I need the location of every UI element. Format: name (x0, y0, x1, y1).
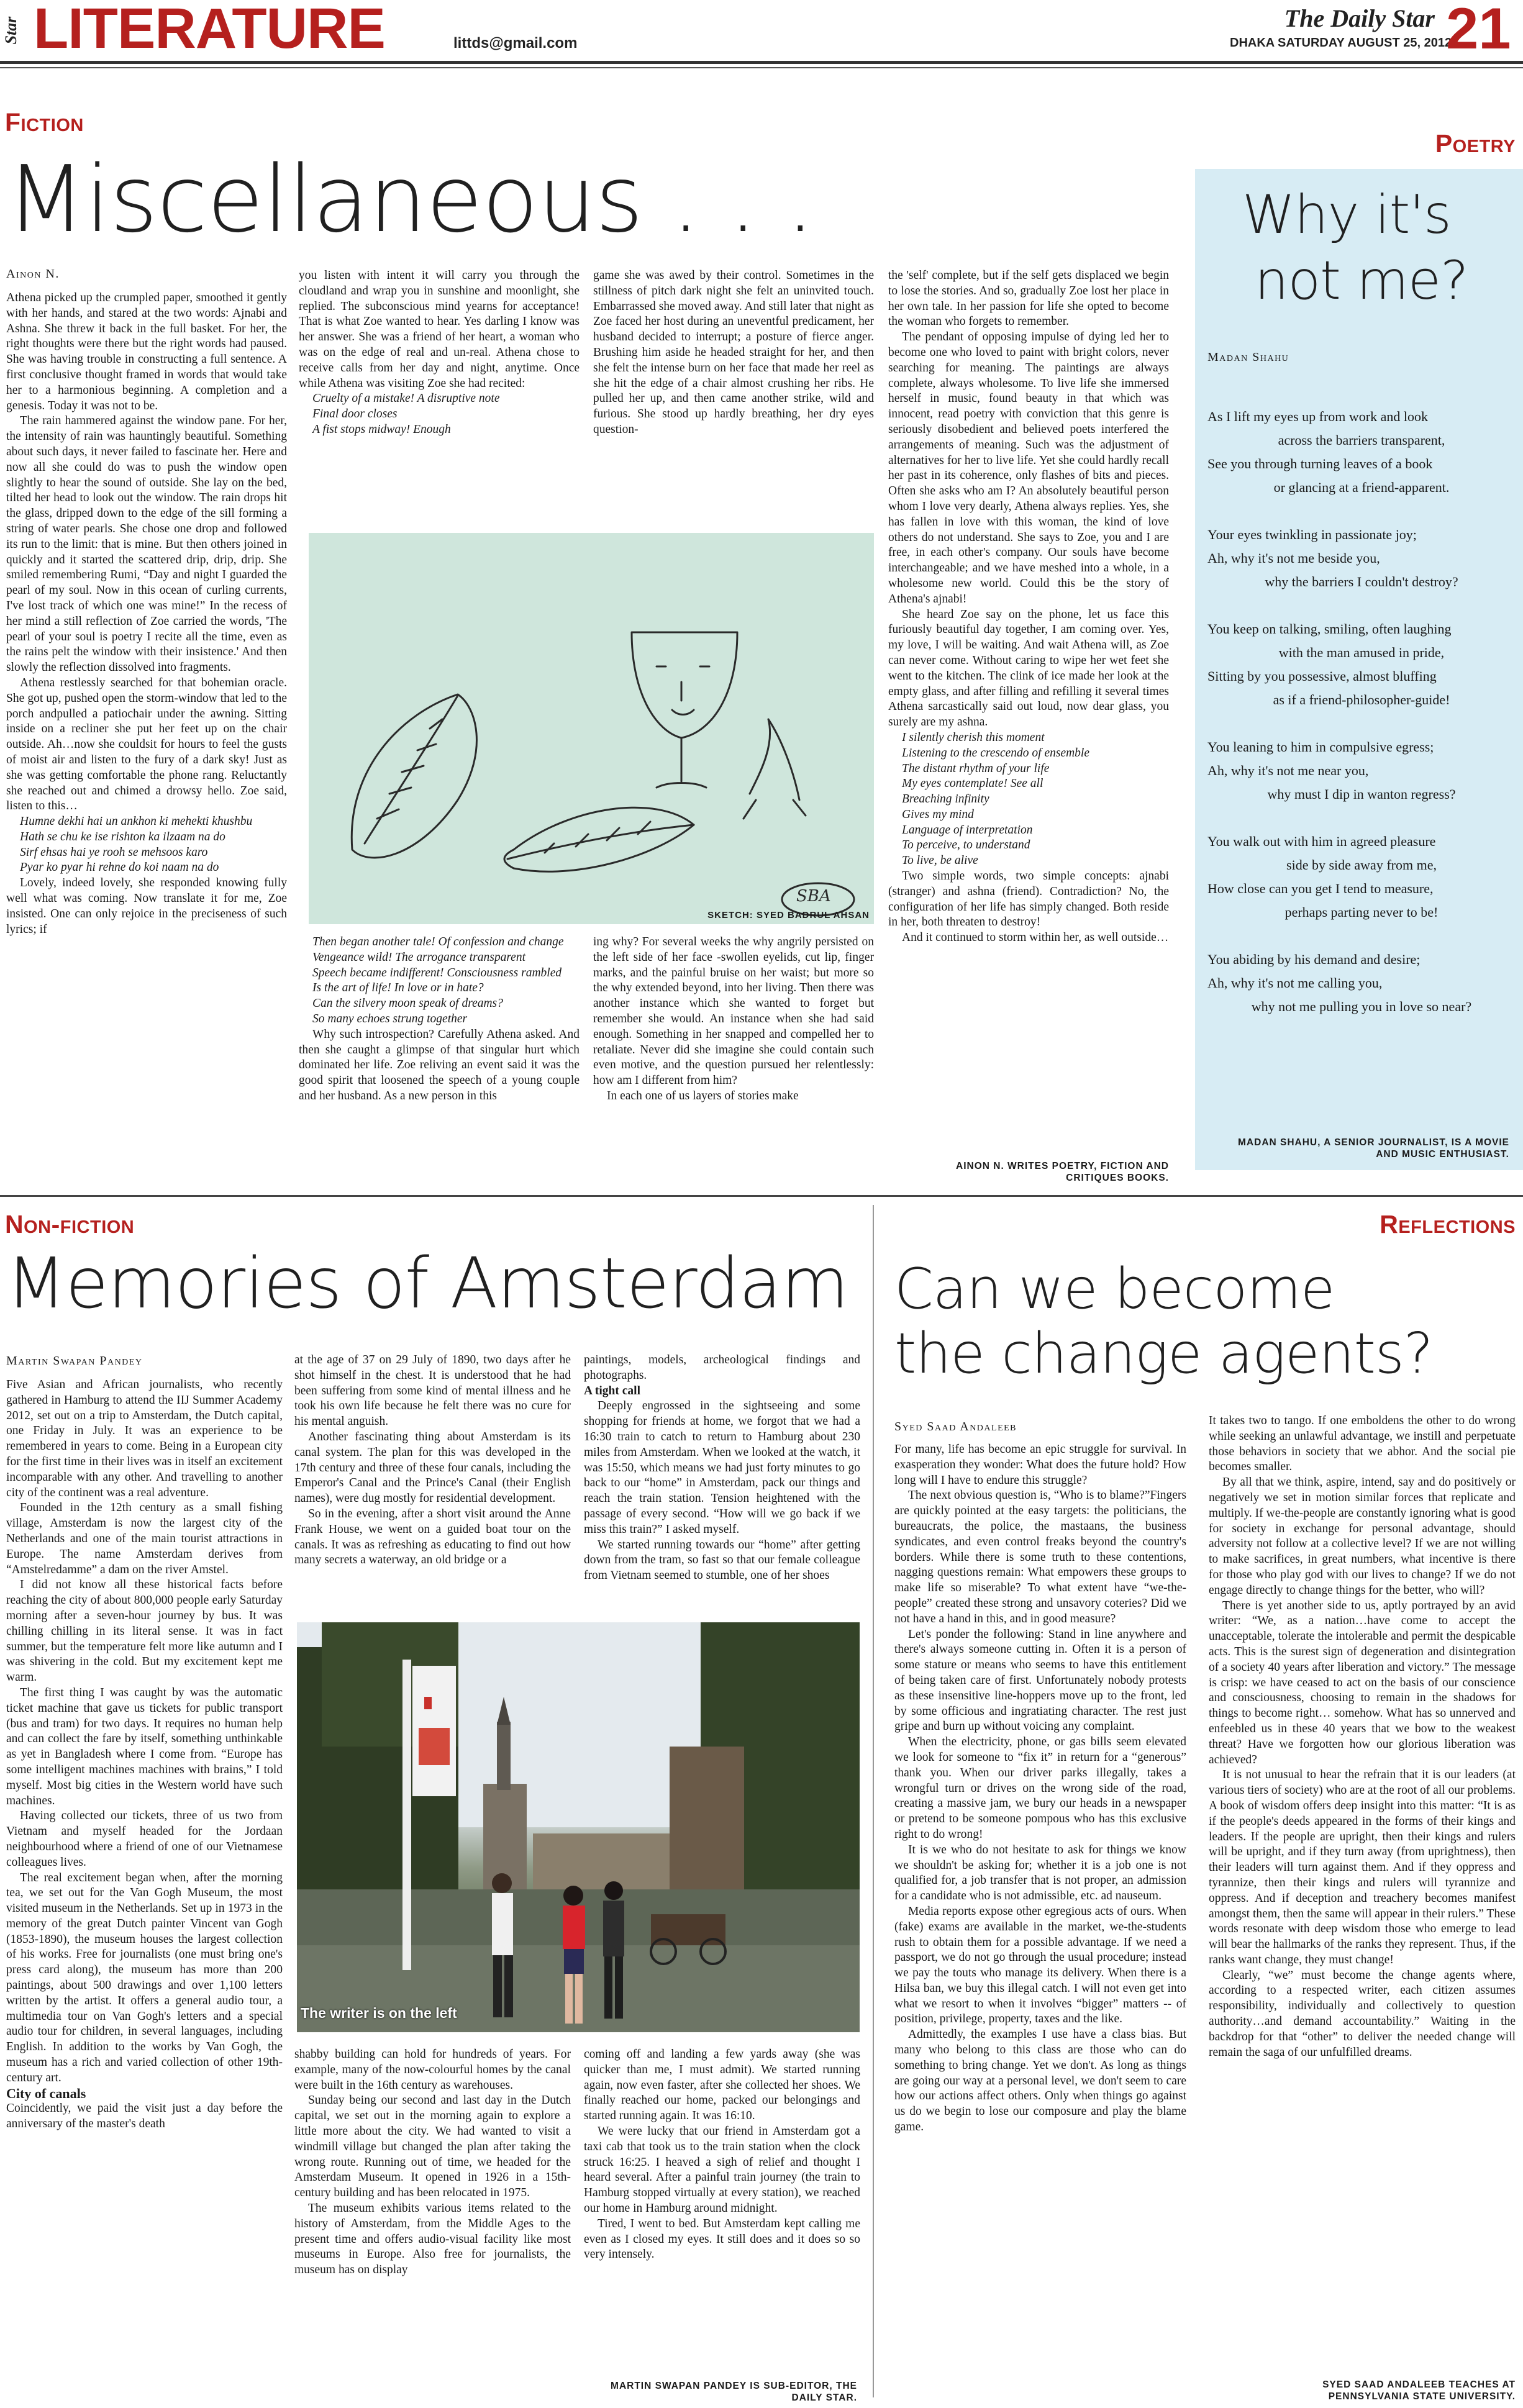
paragraph: shabby building can hold for hundreds of years. For example, many of the now-colourful homes by the canal were built in the 16th century as warehouses. (294, 2048, 571, 2092)
verse-line: My eyes contemplate! See all (902, 777, 1043, 791)
verse-line: Gives my mind (902, 807, 974, 821)
verse-line: To live, be alive (902, 854, 978, 868)
fiction-column-2-bottom (299, 935, 580, 1183)
paragraph: Admittedly, the examples I use have a class bias. But many who belong to this class are those who can do something to bring change. Yet we don't. As long as things are going our way at a personal level, we don't seem to care how our actions affect others. Only when things go against us do we begin to lose our composure and play the blame game. (894, 2028, 1186, 2134)
paragraph: Athena restlessly searched for that bohemian oracle. She got up, pushed open the storm-window that led to the porch andpulled a patiochair under the awning. Sitting inside on a recliner she put her feet up on the chair outside. Ah…now she couldsit for hours to feel the gusts of moist air and listen to the fury of a dark sky! Just as she was getting comfortable the phone rang. Reluctantly she reached out and chimed a drowsy hello. Zoe said, listen to this… (6, 676, 287, 813)
poem-line: perhaps parting never to be! (1284, 904, 1439, 920)
poem-line: You abiding by his demand and desire; (1207, 952, 1421, 967)
poetry-byline: Madan Shahu (1207, 350, 1289, 364)
verse-line: Listening to the crescendo of ensemble (902, 746, 1090, 760)
verse-line: Language of interpretation (902, 823, 1033, 837)
verse-line: Then began another tale! Of confession and change (312, 935, 564, 948)
fiction-credit: AINON N. WRITES POETRY, FICTION AND CRITIQUES BOOKS. (956, 1161, 1169, 1183)
fiction-column-1 (6, 291, 287, 1179)
poetry-title-line1: Why it's (1242, 184, 1451, 246)
verse-line: Cruelty of a mistake! A disruptive note (312, 392, 500, 406)
fiction-column-3-bottom (593, 935, 874, 1183)
sketch-signature: SBA (796, 887, 831, 906)
nonfiction-label: Non-fiction (5, 1210, 135, 1238)
paragraph: When the electricity, phone, or gas bills seem elevated we look for someone to “fix it” in return for a “generous” thank you. When our driver parks illegally, takes a wrongful turn or drives on the wrong side of the road, creating a massive jam, we bury our heads in a newspaper or pretend to be someone pompous who has this exclusive right to do wrong! (894, 1735, 1186, 1841)
paragraph: at the age of 37 on 29 July of 1890, two days after he shot himself in the chest. It is understood that he had been suffering from some kind of mental illness and he took his own life because he felt there was no cure for his mental anguish. (294, 1353, 571, 1429)
header-rule-thin (0, 67, 1523, 68)
verse-line: Breaching infinity (902, 793, 989, 806)
paragraph: So in the evening, after a short visit around the Anne Frank House, we went on a guided boat tour on the canals. It was as refreshing as educating to find out how many secrets a waterway, an old bridge or a (294, 1507, 571, 1567)
fiction-column-3-top (593, 268, 874, 511)
nonfiction-column-1 (6, 1378, 283, 2402)
paragraph: the 'self' complete, but if the self gets displaced we begin to lose the stories. And so, gradually Zoe lost her place in her own tale. In her passion for life she opted to become the woman who forgets to remember. (888, 269, 1169, 329)
reflections-byline: Syed Saad Andaleeb (894, 1420, 1017, 1433)
poem-line: Ah, why it's not me near you, (1207, 763, 1369, 778)
paragraph: And it continued to storm within her, as well outside… (902, 931, 1169, 945)
amsterdam-photo (297, 1622, 860, 2032)
sketch-credit: SKETCH: SYED BADRUL AHSAN (707, 910, 870, 920)
verse-line: Speech became indifferent! Consciousness rambled (312, 966, 562, 979)
nonfiction-byline: Martin Swapan Pandey (6, 1354, 143, 1368)
photo-caption: The writer is on the left (301, 2005, 457, 2021)
header-rule (0, 61, 1523, 64)
paragraph: Clearly, “we” must become the change agents where, according to a respected writer, each citizen assumes responsibility, individually and collectively to question authority…and demand accountability.” Waiting in the backdrop for that “other” to deliver the needed change will remain the saga of our unfulfilled dreams. (1209, 1968, 1516, 2059)
nonfiction-title: Memories of Amsterdam (6, 1243, 848, 1324)
poem-line: why the barriers I couldn't destroy? (1265, 574, 1458, 589)
sketch-illustration (309, 533, 874, 924)
section-title: LITERATURE (34, 0, 385, 60)
subheading: City of canals (6, 2085, 86, 2101)
fiction-label: Fiction (5, 108, 84, 137)
sketch-drawing (309, 533, 874, 924)
poem-line: why must I dip in wanton regress? (1267, 786, 1456, 802)
paragraph: The pendant of opposing impulse of dying led her to become one who loved to paint with bright colors, never searching for meaning. The paintings are always complete, always wholesome. To live life she immersed herself in music, found beauty in that which was innocent, read poetry with conviction that this genre is seriously disobedient and believed poets interfered the arrangements of meaning. Such was the adjustment of alternatives for her to live life. Yet she could hardly recall her past in its coherence, only flashes of bits and pieces. Often she asks who am I? An absolutely beautiful person whom I love very dearly, Athena always replies. Yes, she has fallen in love with this woman, the kind of love others do not understand. She says to Zoe, you and I are free, in each other's company. Our souls have become interchangeable; and we have meshed into a whole, in a wholesome new world. Could this be the story of Athena's ajnabi! (888, 330, 1169, 606)
verse-line: Humne dekhi hai un ankhon ki mehekti khushbu (20, 815, 253, 829)
reflections-column-2 (1209, 1414, 1516, 2358)
stanza (1207, 830, 1516, 924)
poem-line: How close can you get I tend to measure, (1207, 881, 1434, 896)
section-divider (0, 1195, 1523, 1197)
fiction-column-4 (888, 268, 1169, 1150)
poem-line: See you through turning leaves of a book (1207, 456, 1433, 471)
reflections-title-line1: Can we become (894, 1256, 1335, 1322)
poem-line: You keep on talking, smiling, often laughing (1207, 621, 1452, 637)
reflections-credit: SYED SAAD ANDALEEB TEACHES AT PENNSYLVANIA STATE UNIVERSITY. (1322, 2379, 1516, 2402)
paragraph: For many, life has become an epic struggle for survival. In exasperation they wonder: What does the future hold? How long will I have to endure this struggle? (894, 1443, 1186, 1487)
fiction-title: Miscellaneous . . . (6, 146, 814, 253)
paragraph: Sunday being our second and last day in the Dutch capital, we set out in the morning again to explore a little more about the city. We had wanted to visit a windmill village but changed the plan after taking the wrong route. Running out of time, we headed for the Amsterdam Museum. It opened in 1926 in a 15th-century building and has been relocated in 1975. (294, 2094, 571, 2200)
paragraph: Athena picked up the crumpled paper, smoothed it gently with her hands, and stared at the two words: Ajnabi and Ashna. She threw it back in the full basket. For her, the right thoughts were there but the right words had paused. She was having trouble in constructing a full sentence. A first conclusive thought framed in words that would take her to a harmonious beginning. A completion and a genesis. Today it was not to be. (6, 291, 287, 412)
verse-line: So many echoes strung together (312, 1012, 468, 1025)
poem-line: side by side away from me, (1286, 857, 1437, 873)
poem-line: across the barriers transparent, (1278, 432, 1445, 448)
paragraph: The first thing I was caught by was the automatic ticket machine that gave us tickets for public transport (bus and tram) for two days. It requires no human help and can collect the fare by itself, something unthinkable as yet in Bangladesh where I come from. “Europe has some intelligent machines machines with brains,” I told myself. Most big cities in the Western world have such machines. (6, 1686, 283, 1807)
paragraph: Media reports expose other egregious acts of ours. When (fake) exams are available in the market, we-the-students rush to obtain them for a possible advantage. If we need a passport, we do not go through the usual procedure; instead we pay the touts who manage its delivery. When there is a Hilsa ban, we buy this illegal catch. I will not even get into what we resort to when it involves “bigger” matters -- of position, privilege, property, taxes and the like. (894, 1904, 1186, 2026)
paragraph: Deeply engrossed in the sightseeing and some shopping for friends at home, we forgot that we had a 16:30 train to catch to return to Hamburg about 230 miles from Amsterdam. When we looked at the watch, it was 15:50, which means we had just forty minutes to go back to our “home” in Amsterdam, pack our things and reach the train station. Tension heightened with the passage of every second. “How will we go back if we miss this train?” I asked myself. (584, 1399, 860, 1536)
daily-star-logo-vertical (2, 4, 19, 56)
paragraph: Founded in the 12th century as a small fishing village, Amsterdam is now the largest city of the Netherlands and one of the main tourist attractions in Europe. The name Amsterdam derives from “Amstelredamme” a dam on the river Amstel. (6, 1501, 283, 1576)
paragraph: She heard Zoe say on the phone, let us face this furiously beautiful day together, I am coming over. Yes, my love, I will be waiting. And wait Athena will, as Zoe can never come. Without caring to wipe her wet feet she went to the kitchen. The clink of ice made her look at the empty glass, and after filling and refilling it several times Athena sarcastically said out loud, now dear glass, you surely are my ashna. (888, 607, 1169, 729)
poem-line: You walk out with him in agreed pleasure (1207, 834, 1436, 849)
paragraph: By all that we think, aspire, intend, say and do positively or negatively we set in motion similar forces that replicate and multiply. If we-the-people are constantly ignoring what is good for society in exchange for personal advantage, should adversity not follow at a collective level? If we are not willing to make sacrifices, in great numbers, what incentive is there for those who play god with our lives to change? If we do not engage directly to change things for the better, who will? (1209, 1476, 1516, 1597)
paragraph: It is we who do not hesitate to ask for things we know we shouldn't be asking for; whether it is a job one is not qualified for, a job transfer that is not proper, an admission for a candidate who is not admissible, etc. ad nauseum. (894, 1843, 1186, 1903)
verse-line: A fist stops midway! Enough (312, 422, 451, 436)
verse-line: Pyar ko pyar hi rehne do koi naam na do (20, 861, 219, 875)
paragraph: Let's ponder the following: Stand in line anywhere and there's always someone cutting in. Often it is a person of some stature or means who seems to have this entitlement of being taken care of first. Unfortunately nobody protests as these insensitive line-hoppers move up to the front, led by some officious and ingratiating character. The rest just gripe and burn up without voicing any complaint. (894, 1627, 1186, 1733)
paragraph: The museum exhibits various items related to the history of Amsterdam, from the Middle Ages to the present time and offers audio-visual facility like most museums in Europe. Also free for journalists, the museum has on display (294, 2201, 571, 2277)
nonfiction-column-3-bottom (584, 2047, 860, 2370)
paragraph: paintings, models, archeological findings and photographs. (584, 1353, 860, 1382)
poem-line: You leaning to him in compulsive egress; (1207, 739, 1434, 755)
paragraph: Why such introspection? Carefully Athena asked. And then she caught a glimpse of that singular hurt which dominated her life. Zoe reliving an event said it was the good spirit that loosened the speech of a young couple and her husband. As a new person in this (299, 1027, 580, 1102)
verse-line: Sirf ehsas hai ye rooh se mehsoos karo (20, 845, 208, 859)
star-logo-text: Star (2, 16, 20, 45)
subheading: A tight call (584, 1384, 640, 1397)
paragraph: There is yet another side to us, aptly portrayed by an avid writer: “We, as a nation…have come to accept the unacceptable, tolerate the intolerable and permit the despicable acts. This is the surest sign of degeneration and disintegration of a society 40 years after liberation and victory.” The message is crisp: we have ceased to act on the basis of our conscience and consciousness, choosing to remain in the shadows for things to become right… somehow. What has so unnerved and enfeebled us in these 40 years that we bow to the weakest threat? Have we forgotten how our glorious liberation was achieved? (1209, 1599, 1516, 1766)
stanza (1207, 523, 1516, 594)
stanza (1207, 948, 1516, 1019)
verse-line: Vengeance wild! The arrogance transparent (312, 950, 526, 964)
verse-line: Can the silvery moon speak of dreams? (312, 997, 503, 1011)
reflections-column-1 (894, 1442, 1186, 2405)
poem-line: Ah, why it's not me beside you, (1207, 550, 1380, 566)
poetry-credit: MADAN SHAHU, A SENIOR JOURNALIST, IS A MOVIE AND MUSIC ENTHUSIAST. (1238, 1137, 1509, 1160)
paragraph: The rain hammered against the window pane. For her, the intensity of rain was hauntingly beautiful. Something about such days, it never failed to fascinate her. Here and now all she could do was to push the window open slightly to hear the sound of outside. She lay on the bed, tilted her head to look out the window. The rain drops hit the glass, dripped down to the edge of the sill forming a string of water pearls. She chose one drop and followed its run to the limit: that is mine. But then others joined in quickly and it started the scattered drip, drip, drip. She smiled remembering Rumi, “Day and night I guarded the pearl of my soul. Now in this ocean of curling currents, I've lost track of which one was mine!” In the recess of her mind a still reflection of Zoe carried the words, 'The pearl of your soul is poetry I recite all the time, even as the rains pelt the window with their insistence.' And then slowly the reflection dissolved into fragments. (6, 414, 287, 675)
paragraph: Two simple words, two simple concepts: ajnabi (stranger) and ashna (friend). Contradiction? No, the configuration of her life has simply changed. Both reside in her, both threaten to destroy! (888, 870, 1169, 929)
verse-line: The distant rhythm of your life (902, 761, 1050, 775)
poem-line: Your eyes twinkling in passionate joy; (1207, 527, 1417, 542)
column-divider (873, 1205, 874, 2397)
paragraph: ing why? For several weeks the why angrily persisted on the left side of her face -swollen eyelids, cut lip, finger marks, and the painful bruise on her waist; but more so the why extended beyond, into her living. Then there was another instance which she wanted to forget but remember she would. An instance when she had said enough. Something in her snapped and compelled her to retaliate. Never did she imagine she could contain such even motive, and the question pursued her relentlessly: how am I different from him? (593, 935, 874, 1088)
paragraph: coming off and landing a few yards away (she was quicker than me, I must admit). We started running again, now even faster, after she collected her shoes. We finally reached our home, packed our belongings and started running again. It was 16:10. (584, 2048, 860, 2123)
page-number: 21 (1446, 0, 1511, 61)
poem-line: as if a friend-philosopher-guide! (1273, 692, 1450, 707)
poem-line: why not me pulling you in love so near? (1251, 999, 1472, 1014)
verse-line: I silently cherish this moment (902, 730, 1045, 744)
poem-line: with the man amused in pride, (1278, 645, 1445, 660)
paragraph: The next obvious question is, “Who is to blame?”Fingers are quickly pointed at the easy targets: the politicians, the bureaucrats, the police, the mastaans, the business syndicates, and even control freaks beyond the country's borders. While there is some truth to these contentions, nagging questions remain: What empowers these groups to make life so miserable? To what extent have “we-the-people” created these strong and unsavory coteries? Did we not have a hand in this, and in good measure? (894, 1489, 1186, 1625)
fiction-column-2-top (299, 268, 580, 511)
nonfiction-column-2-bottom (294, 2047, 571, 2404)
masthead (0, 0, 1523, 60)
reflections-title-line2: the change agents? (894, 1321, 1433, 1386)
section-email[interactable]: littds@gmail.com (453, 35, 578, 52)
poem-line: Ah, why it's not me calling you, (1207, 975, 1383, 991)
paragraph: Another fascinating thing about Amsterdam is its canal system. The plan for this was developed in the 17th century and three of these four canals, including the Emperor's Canal and the Prince's Canal (their English names), were dug mostly for residential development. (294, 1430, 571, 1506)
paragraph: game she was awed by their control. Sometimes in the stillness of pitch dark night she felt an uninvited touch. Embarrassed she moved away. And still later that night as Zoe faced her host during an uneventful predicament, her husband decided to interrupt; a posture of fierce anger. Brushing him aside he headed straight for her, and then she felt the intense burn on her face that made her reel as she hit the edge of a chair almost crushing her ribs. He pulled her up, and then came another strike, wild and furious. She stood up hardly breathing, her dry eyes question- (593, 269, 874, 436)
paragraph: you listen with intent it will carry you through the cloudland and wrap you in sunshine and moonlight, she replied. The subconscious mind yearns for acceptance! That is what Zoe wanted to hear. Yes darling I know was her answer. She was a friend of her heart, a woman who was on the edge of real and un-real. Athena chose to receive calls from her day and night, anytime. Once while Athena was visiting Zoe she had recited: (299, 269, 580, 390)
verse-line: To perceive, to understand (902, 838, 1030, 852)
poem-line: Sitting by you possessive, almost bluffing (1207, 668, 1437, 684)
nonfiction-credit: MARTIN SWAPAN PANDEY IS SUB-EDITOR, THE DAILY STAR. (611, 2381, 857, 2403)
paragraph: It takes two to tango. If one emboldens the other to do wrong while seeking an unlawful advantage, we instill and perpetuate those behaviors in society that we abhor. And the social pie becomes smaller. (1209, 1414, 1516, 1474)
paragraph: It is not unusual to hear the refrain that it is our leaders (at various tiers of society) who are at the root of all our problems. A book of wisdom offers deep insight into this matter: “It is as if the people's deeds appeared in the forms of their kings and leaders. If the people are upright, then their kings and rulers will be upright, and if they turn away (from uprightness), then their leaders will turn against them. And if they oppress and tyrannize, then their kings and rulers will tyrannize and oppress. And if deception and treachery becomes manifest amongst them, then the same will appear in their rulers.” These words resonate with deep wisdom those who emerge to lead will bear the hallmarks of the ranks they represent. Thus, if the ranks want change, they must change! (1209, 1768, 1516, 1966)
paragraph: Lovely, indeed lovely, she responded knowing fully well what was coming. Now translate it for me, Zoe insisted. One can only rejoice in the preciseness of such lyrics; if (6, 876, 287, 936)
photo-scene (297, 1622, 860, 2032)
paper-name: The Daily Star (1284, 4, 1435, 32)
paragraph: I did not know all these historical facts before reaching the city of about 800,000 people early Saturday morning after a seven-hour journey by bus. It was chilling chilling in its literal sense. It was in fact summer, but the temperature felt more like autumn and I was shivering in the cold. But my excitement kept me warm. (6, 1578, 283, 1684)
verse-line: Final door closes (312, 407, 398, 421)
poetry-title-line2: not me? (1255, 250, 1468, 312)
paragraph: Coincidently, we paid the visit just a day before the anniversary of the master's death (6, 2102, 283, 2131)
poem-line: As I lift my eyes up from work and look (1207, 409, 1428, 424)
paragraph: We started running towards our “home” after getting down from the tram, so fast so that our female colleague from Vietnam seemed to stumble, one of her shoes (584, 1538, 860, 1583)
stanza (1207, 405, 1516, 499)
stanza (1207, 617, 1516, 712)
paragraph: The real excitement began when, after the morning tea, we set out for the Van Gogh Museum, the most visited museum in the Netherlands. Set up in 1973 in the memory of the great Dutch painter Vincent van Gogh (1853-1890), the museum houses the largest collection of his works. Free for journalists (one must bring one's press card along), the museum has more than 200 paintings, about 500 drawings and over 1,100 letters written by the artist. It offers a general audio tour, a multimedia tour on Van Gogh's letters and a special audio tour for children, in several languages, including English. In addition to the works by Van Gogh, the museum has a rich and varied collection of other 19th-century art. (6, 1871, 283, 2084)
poem-line: or glancing at a friend-apparent. (1273, 479, 1450, 495)
dateline: DHAKA SATURDAY AUGUST 25, 2012 (1230, 36, 1452, 50)
verse-line: Is the art of life! In love or in hate? (312, 981, 484, 995)
poetry-label: Poetry (1435, 129, 1516, 158)
paragraph: Having collected our tickets, three of us two from Vietnam and myself headed for the Jordaan neighbourhood where a friend of one of our Vietnamese colleagues lives. (6, 1809, 283, 1869)
reflections-label: Reflections (1380, 1210, 1516, 1238)
stanza (1207, 735, 1516, 806)
paragraph: Five Asian and African journalists, who recently gathered in Hamburg to attend the IIJ Summer Academy 2012, set out on a trip to Amsterdam, the Dutch capital, one Friday in July. It was an experience to be remembered in years to come. Being in a European city for the first time in their lives was in itself an excitement incomparable with any other. And travelling to another city of the continent was a real adventure. (6, 1378, 283, 1499)
nonfiction-column-3-top (584, 1353, 860, 1611)
paragraph: We were lucky that our friend in Amsterdam got a taxi cab that took us to the train station when the clock struck 16:25. I heaved a sigh of relief and thought I heard several. After a painful train journey (the train to Hamburg stopped virtually at every station), we reached our home in Hamburg around midnight. (584, 2124, 860, 2215)
paragraph: Tired, I went to bed. But Amsterdam kept calling me even as I closed my eyes. It still does and it does so so very intensely. (584, 2217, 860, 2261)
poem-body (1207, 405, 1516, 1138)
verse-line: Hath se chu ke ise rishton ka ilzaam na do (20, 830, 225, 843)
nonfiction-column-2-top (294, 1353, 571, 1611)
paragraph: In each one of us layers of stories make (607, 1089, 799, 1102)
fiction-byline: Ainon N. (6, 267, 60, 281)
